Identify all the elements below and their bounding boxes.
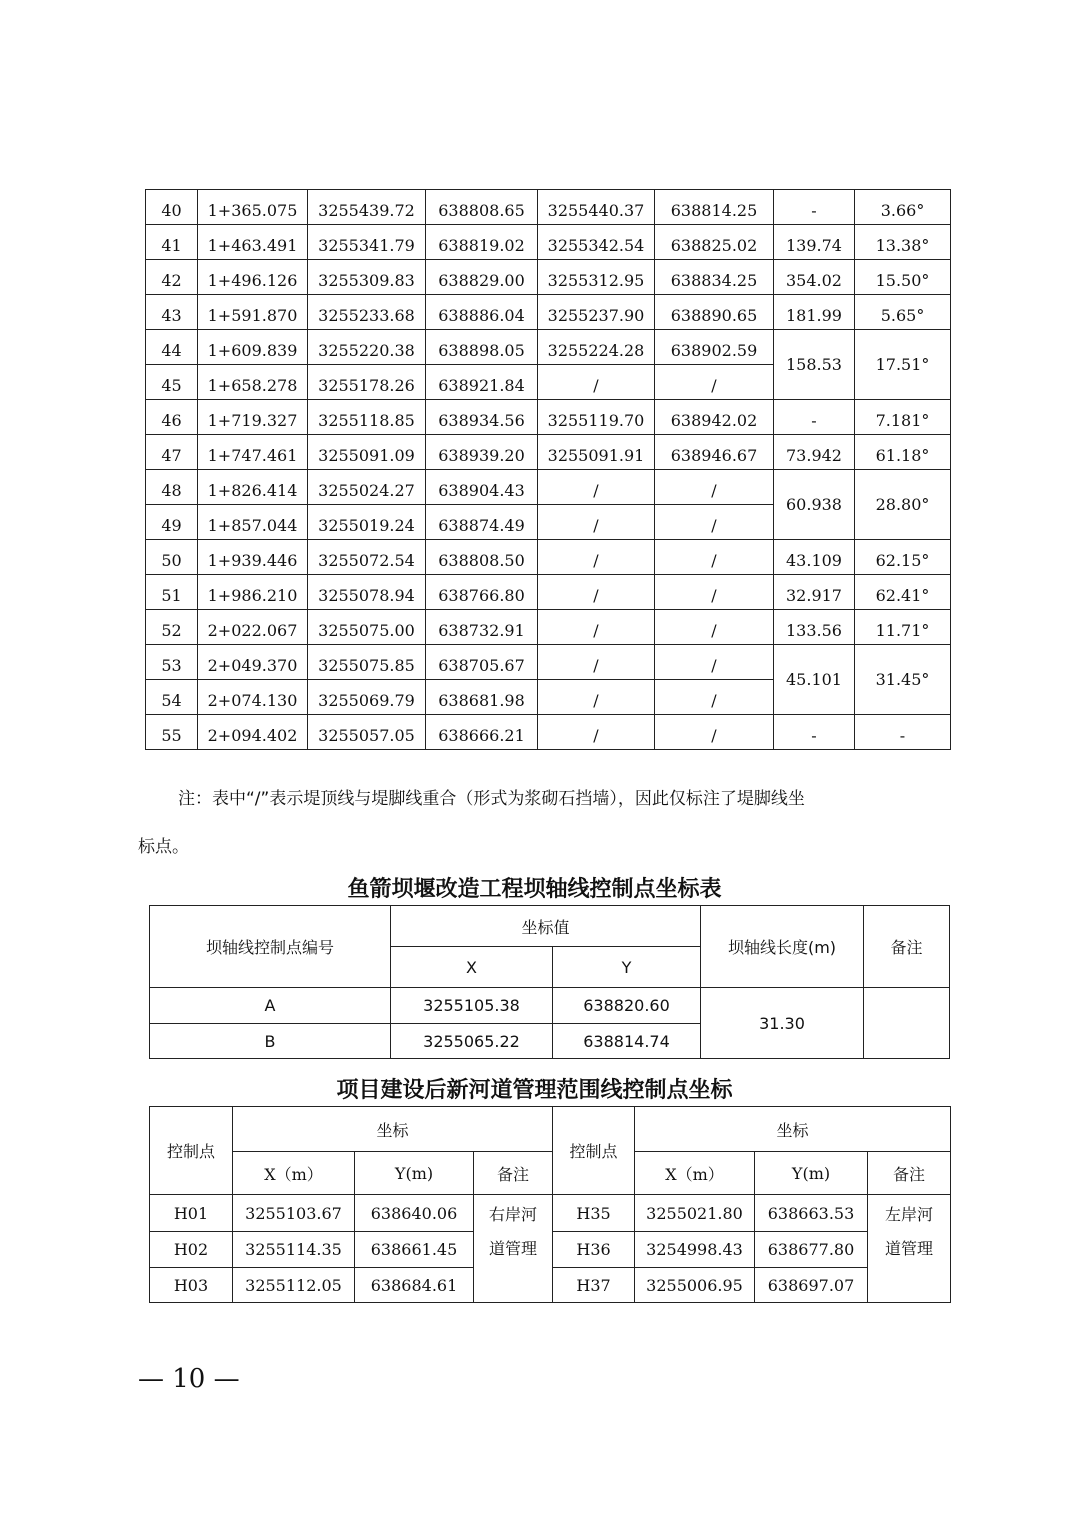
table-cell: 638732.91 — [426, 610, 538, 645]
header-coordinate: 坐标值 — [391, 906, 701, 947]
table-row — [146, 470, 951, 505]
table-cell: / — [538, 680, 655, 715]
length-cell: 43.109 — [774, 540, 855, 575]
table-cell: 51 — [146, 575, 198, 610]
table-cell: 1+939.446 — [198, 540, 308, 575]
table-row — [146, 610, 951, 645]
table-cell: 3255069.79 — [308, 680, 426, 715]
table-cell: 3255312.95 — [538, 260, 655, 295]
table-cell: 41 — [146, 225, 198, 260]
table-cell: 52 — [146, 610, 198, 645]
table-cell: 2+049.370 — [198, 645, 308, 680]
length-cell: 32.917 — [774, 575, 855, 610]
table-cell: 3255341.79 — [308, 225, 426, 260]
angle-cell: 15.50° — [855, 260, 951, 295]
length-cell: 181.99 — [774, 295, 855, 330]
table-cell: 1+857.044 — [198, 505, 308, 540]
remark-right-bank-1: 右岸河 — [474, 1195, 553, 1232]
length-cell: 133.56 — [774, 610, 855, 645]
table-cell: 3255065.22 — [391, 1024, 553, 1059]
table-cell: 3255091.91 — [538, 435, 655, 470]
table-note-continued: 标点。 — [138, 837, 189, 857]
table-cell: 49 — [146, 505, 198, 540]
table-cell: / — [655, 645, 774, 680]
table-cell: H01 — [150, 1195, 233, 1232]
table-row — [146, 330, 951, 365]
table-cell: 638921.84 — [426, 365, 538, 400]
table-cell: 638886.04 — [426, 295, 538, 330]
table-cell: 638640.06 — [355, 1195, 474, 1232]
angle-cell: 5.65° — [855, 295, 951, 330]
table-cell: 638661.45 — [355, 1232, 474, 1268]
page-number: — 10 — — [138, 1364, 240, 1394]
length-cell: 73.942 — [774, 435, 855, 470]
table-cell: 47 — [146, 435, 198, 470]
table-cell: 638939.20 — [426, 435, 538, 470]
table-cell: A — [150, 988, 391, 1024]
table-cell: / — [655, 715, 774, 750]
table-cell: 43 — [146, 295, 198, 330]
table-cell: H36 — [553, 1232, 635, 1268]
angle-cell: 13.38° — [855, 225, 951, 260]
table-cell: 3255342.54 — [538, 225, 655, 260]
table-cell: 638834.25 — [655, 260, 774, 295]
table-cell: 638819.02 — [426, 225, 538, 260]
table-cell: 3255119.70 — [538, 400, 655, 435]
length-cell: 139.74 — [774, 225, 855, 260]
table-cell: 2+022.067 — [198, 610, 308, 645]
table-row — [146, 715, 951, 750]
table-cell: / — [655, 680, 774, 715]
angle-cell: 28.80° — [855, 470, 951, 540]
table-cell: 3255233.68 — [308, 295, 426, 330]
table-row — [146, 645, 951, 680]
table-cell: 3254998.43 — [635, 1232, 755, 1268]
table-cell: 1+658.278 — [198, 365, 308, 400]
angle-cell: 17.51° — [855, 330, 951, 400]
length-cell: - — [774, 190, 855, 225]
table-row — [146, 400, 951, 435]
angle-cell: 3.66° — [855, 190, 951, 225]
table-cell: 638946.67 — [655, 435, 774, 470]
table-cell: 1+463.491 — [198, 225, 308, 260]
table-cell: 1+496.126 — [198, 260, 308, 295]
table-cell: H37 — [553, 1268, 635, 1303]
table-cell: 1+826.414 — [198, 470, 308, 505]
table-cell: 42 — [146, 260, 198, 295]
table-cell: 54 — [146, 680, 198, 715]
table-cell: 638814.25 — [655, 190, 774, 225]
table-cell: 3255439.72 — [308, 190, 426, 225]
river-management-table-title: 项目建设后新河道管理范围线控制点坐标 — [336, 1078, 733, 1103]
table-cell: 1+747.461 — [198, 435, 308, 470]
header-remark-left: 备注 — [474, 1152, 553, 1195]
table-cell: 638898.05 — [426, 330, 538, 365]
table-cell: 3255057.05 — [308, 715, 426, 750]
table-cell: 45 — [146, 365, 198, 400]
header-y-right: Y(m) — [755, 1152, 868, 1195]
table-cell: H35 — [553, 1195, 635, 1232]
length-cell: 60.938 — [774, 470, 855, 540]
remark-right-bank-2: 道管理 — [474, 1232, 553, 1303]
header-coordinate-right: 坐标 — [635, 1107, 951, 1152]
coordinate-table-continued — [145, 189, 951, 750]
table-cell: 3255105.38 — [391, 988, 553, 1024]
table-cell: 53 — [146, 645, 198, 680]
header-x-left: X（m） — [233, 1152, 355, 1195]
table-cell: 638814.74 — [553, 1024, 701, 1059]
table-cell: 3255024.27 — [308, 470, 426, 505]
table-cell: 3255019.24 — [308, 505, 426, 540]
table-cell: 638904.43 — [426, 470, 538, 505]
table-cell: 638942.02 — [655, 400, 774, 435]
table-cell: H03 — [150, 1268, 233, 1303]
table-cell: 3255075.00 — [308, 610, 426, 645]
header-y: Y — [553, 947, 701, 988]
table-cell: / — [655, 610, 774, 645]
table-cell: 638681.98 — [426, 680, 538, 715]
table-cell: 638766.80 — [426, 575, 538, 610]
table-cell: 3255118.85 — [308, 400, 426, 435]
angle-cell: 31.45° — [855, 645, 951, 715]
length-cell: 354.02 — [774, 260, 855, 295]
table-cell: 638666.21 — [426, 715, 538, 750]
table-cell: 3255440.37 — [538, 190, 655, 225]
header-point-id: 坝轴线控制点编号 — [150, 906, 391, 988]
table-cell: / — [538, 645, 655, 680]
angle-cell: 7.181° — [855, 400, 951, 435]
table-row — [146, 295, 951, 330]
length-cell: 158.53 — [774, 330, 855, 400]
table-cell: 3255075.85 — [308, 645, 426, 680]
table-cell: 50 — [146, 540, 198, 575]
table-cell: / — [655, 575, 774, 610]
header-remark-right: 备注 — [868, 1152, 951, 1195]
table-cell: / — [538, 505, 655, 540]
angle-cell: 11.71° — [855, 610, 951, 645]
table-cell: / — [655, 540, 774, 575]
table-row — [146, 260, 951, 295]
table-cell: 3255309.83 — [308, 260, 426, 295]
table-row — [146, 540, 951, 575]
table-cell: / — [538, 540, 655, 575]
remark-left-bank-2: 道管理 — [868, 1232, 951, 1303]
table-cell: / — [538, 470, 655, 505]
remark-left-bank-1: 左岸河 — [868, 1195, 951, 1232]
table-cell: 638825.02 — [655, 225, 774, 260]
table-cell: 55 — [146, 715, 198, 750]
table-cell: 3255220.38 — [308, 330, 426, 365]
header-coordinate-left: 坐标 — [233, 1107, 553, 1152]
table-cell: 3255072.54 — [308, 540, 426, 575]
table-cell: / — [538, 715, 655, 750]
dam-axis-table-title: 鱼箭坝堰改造工程坝轴线控制点坐标表 — [347, 877, 722, 902]
table-row — [146, 190, 951, 225]
axis-length-value: 31.30 — [701, 988, 864, 1059]
table-cell: 638663.53 — [755, 1195, 868, 1232]
header-remark: 备注 — [864, 906, 950, 988]
table-cell: 638820.60 — [553, 988, 701, 1024]
table-cell: 638677.80 — [755, 1232, 868, 1268]
angle-cell: - — [855, 715, 951, 750]
table-cell: B — [150, 1024, 391, 1059]
table-cell: 638705.67 — [426, 645, 538, 680]
table-cell: 3255224.28 — [538, 330, 655, 365]
table-cell: 638902.59 — [655, 330, 774, 365]
table-cell: 3255006.95 — [635, 1268, 755, 1303]
length-cell: - — [774, 400, 855, 435]
table-cell: 638808.50 — [426, 540, 538, 575]
length-cell: - — [774, 715, 855, 750]
table-cell: 638697.07 — [755, 1268, 868, 1303]
dam-axis-table — [149, 905, 950, 1059]
header-x-right: X（m） — [635, 1152, 755, 1195]
table-cell: 1+591.870 — [198, 295, 308, 330]
table-cell: 638874.49 — [426, 505, 538, 540]
table-cell: 2+074.130 — [198, 680, 308, 715]
table-cell: / — [655, 470, 774, 505]
table-cell: 638808.65 — [426, 190, 538, 225]
table-cell: / — [538, 610, 655, 645]
table-cell: 3255091.09 — [308, 435, 426, 470]
table-row — [146, 435, 951, 470]
table-cell: 1+719.327 — [198, 400, 308, 435]
table-note: 注：表中“/”表示堤顶线与堤脚线重合（形式为浆砌石挡墙），因此仅标注了堤脚线坐 — [178, 789, 805, 809]
table-cell: 3255112.05 — [233, 1268, 355, 1303]
header-control-point-left: 控制点 — [150, 1107, 233, 1195]
header-axis-length: 坝轴线长度(m) — [701, 906, 864, 988]
angle-cell: 62.41° — [855, 575, 951, 610]
table-cell: 638934.56 — [426, 400, 538, 435]
table-cell: 1+365.075 — [198, 190, 308, 225]
header-x: X — [391, 947, 553, 988]
table-cell: 2+094.402 — [198, 715, 308, 750]
table-cell: 44 — [146, 330, 198, 365]
table-cell: 48 — [146, 470, 198, 505]
angle-cell: 62.15° — [855, 540, 951, 575]
river-management-table — [149, 1106, 951, 1303]
table-cell: H02 — [150, 1232, 233, 1268]
table-cell: 3255114.35 — [233, 1232, 355, 1268]
table-cell: 638890.65 — [655, 295, 774, 330]
header-control-point-right: 控制点 — [553, 1107, 635, 1195]
table-cell: 1+986.210 — [198, 575, 308, 610]
table-cell: 3255021.80 — [635, 1195, 755, 1232]
header-y-left: Y(m) — [355, 1152, 474, 1195]
table-row — [146, 575, 951, 610]
table-cell: 1+609.839 — [198, 330, 308, 365]
table-cell: / — [655, 365, 774, 400]
table-row — [146, 225, 951, 260]
table-cell: 3255078.94 — [308, 575, 426, 610]
length-cell: 45.101 — [774, 645, 855, 715]
table-cell: 638684.61 — [355, 1268, 474, 1303]
table-cell: 3255103.67 — [233, 1195, 355, 1232]
table-cell: 40 — [146, 190, 198, 225]
table-cell: / — [538, 365, 655, 400]
table-cell: 638829.00 — [426, 260, 538, 295]
table-cell: / — [538, 575, 655, 610]
table-cell: 46 — [146, 400, 198, 435]
remark-cell — [864, 988, 950, 1059]
table-cell: 3255178.26 — [308, 365, 426, 400]
table-cell: 3255237.90 — [538, 295, 655, 330]
angle-cell: 61.18° — [855, 435, 951, 470]
table-cell: / — [655, 505, 774, 540]
